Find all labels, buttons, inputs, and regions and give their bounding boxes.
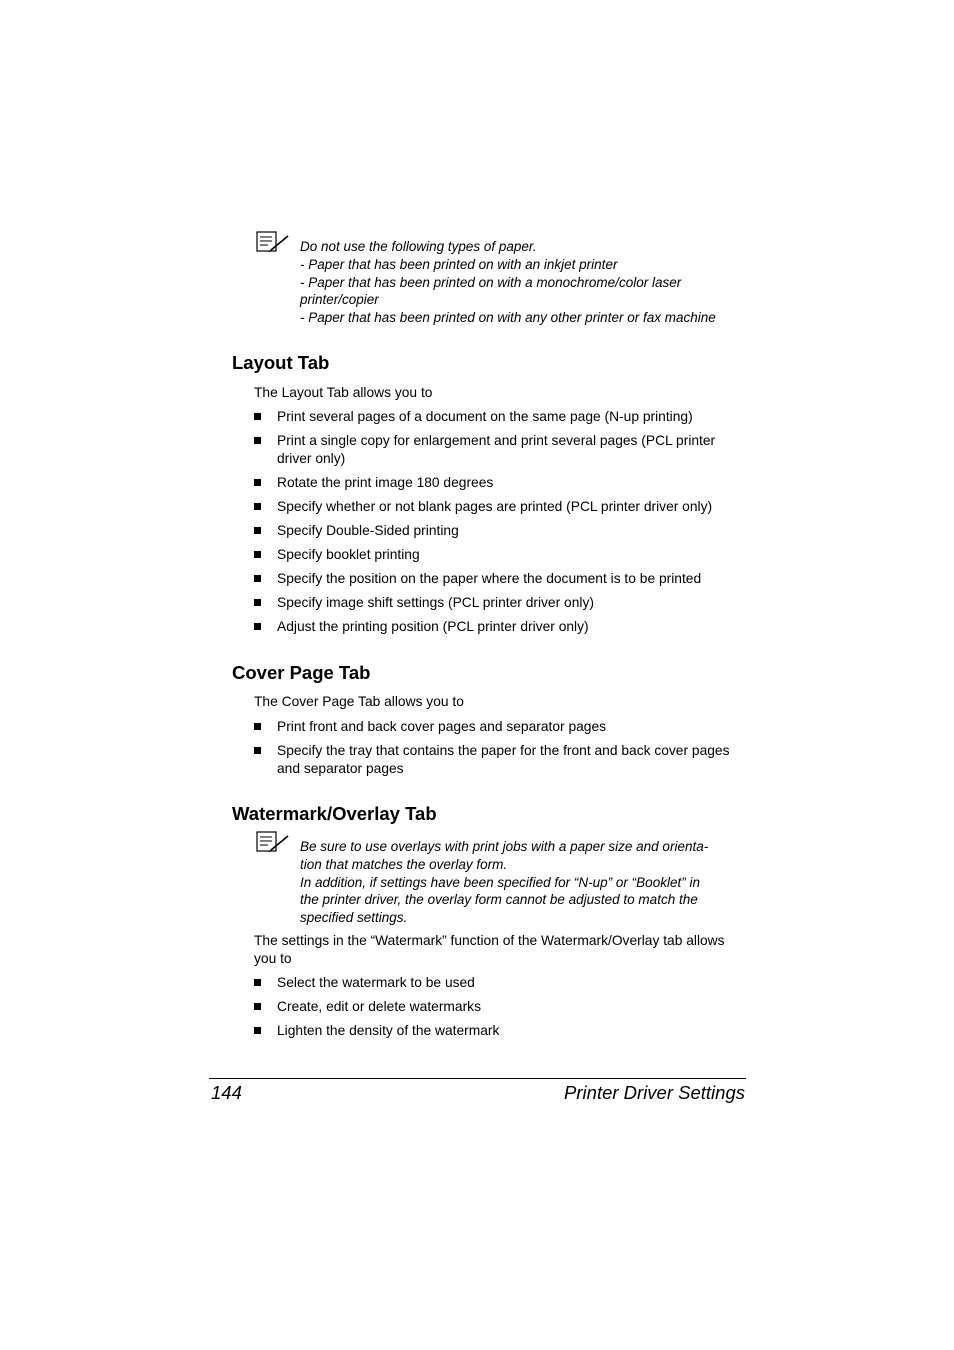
bullet-square-icon	[254, 527, 261, 534]
note-line: specified settings.	[300, 910, 408, 926]
note-line: tion that matches the overlay form.	[300, 856, 508, 872]
bullet-square-icon	[254, 1003, 261, 1010]
bullet-square-icon	[254, 575, 261, 582]
cover-intro: The Cover Page Tab allows you to	[254, 694, 464, 709]
page-number: 144	[211, 1082, 242, 1103]
bullet-square-icon	[254, 503, 261, 510]
note-line: - Paper that has been printed on with a monochrome/color laser	[300, 274, 682, 290]
bullet-square-icon	[254, 479, 261, 486]
cover-page-tab-heading: Cover Page Tab	[232, 662, 371, 683]
layout-intro: The Layout Tab allows you to	[254, 385, 433, 400]
note-line: Be sure to use overlays with print jobs with a paper size and orienta-	[300, 839, 709, 854]
note-line: Do not use the following types of paper.	[300, 239, 537, 254]
overlay-note	[300, 838, 708, 927]
bullet-square-icon	[254, 747, 261, 754]
note-pencil-icon	[256, 231, 290, 253]
note-line: - Paper that has been printed on with any other printer or fax machine	[300, 310, 716, 326]
bullet-square-icon	[254, 1027, 261, 1034]
note-line: - Paper that has been printed on with an inkjet printer	[300, 256, 618, 272]
bullet-square-icon	[254, 623, 261, 630]
bullet-square-icon	[254, 551, 261, 558]
bullet-square-icon	[254, 413, 261, 420]
watermark-intro: The settings in the “Watermark” function of the Watermark/Overlay tab allows you to	[254, 933, 725, 966]
layout-tab-heading: Layout Tab	[232, 352, 330, 373]
note-pencil-icon	[256, 831, 290, 853]
note-line: printer/copier	[300, 292, 379, 308]
note-line: the printer driver, the overlay form cannot be adjusted to match the	[300, 892, 698, 908]
note-line: In addition, if settings have been specified for “N-up” or “Booklet” in	[300, 874, 700, 890]
bullet-square-icon	[254, 599, 261, 606]
watermark-overlay-tab-heading: Watermark/Overlay Tab	[232, 803, 437, 824]
section-title: Printer Driver Settings	[564, 1082, 745, 1103]
bullet-square-icon	[254, 979, 261, 986]
bullet-square-icon	[254, 723, 261, 730]
footer-rule	[209, 1078, 746, 1079]
paper-warning-note	[300, 238, 716, 327]
bullet-square-icon	[254, 437, 261, 444]
